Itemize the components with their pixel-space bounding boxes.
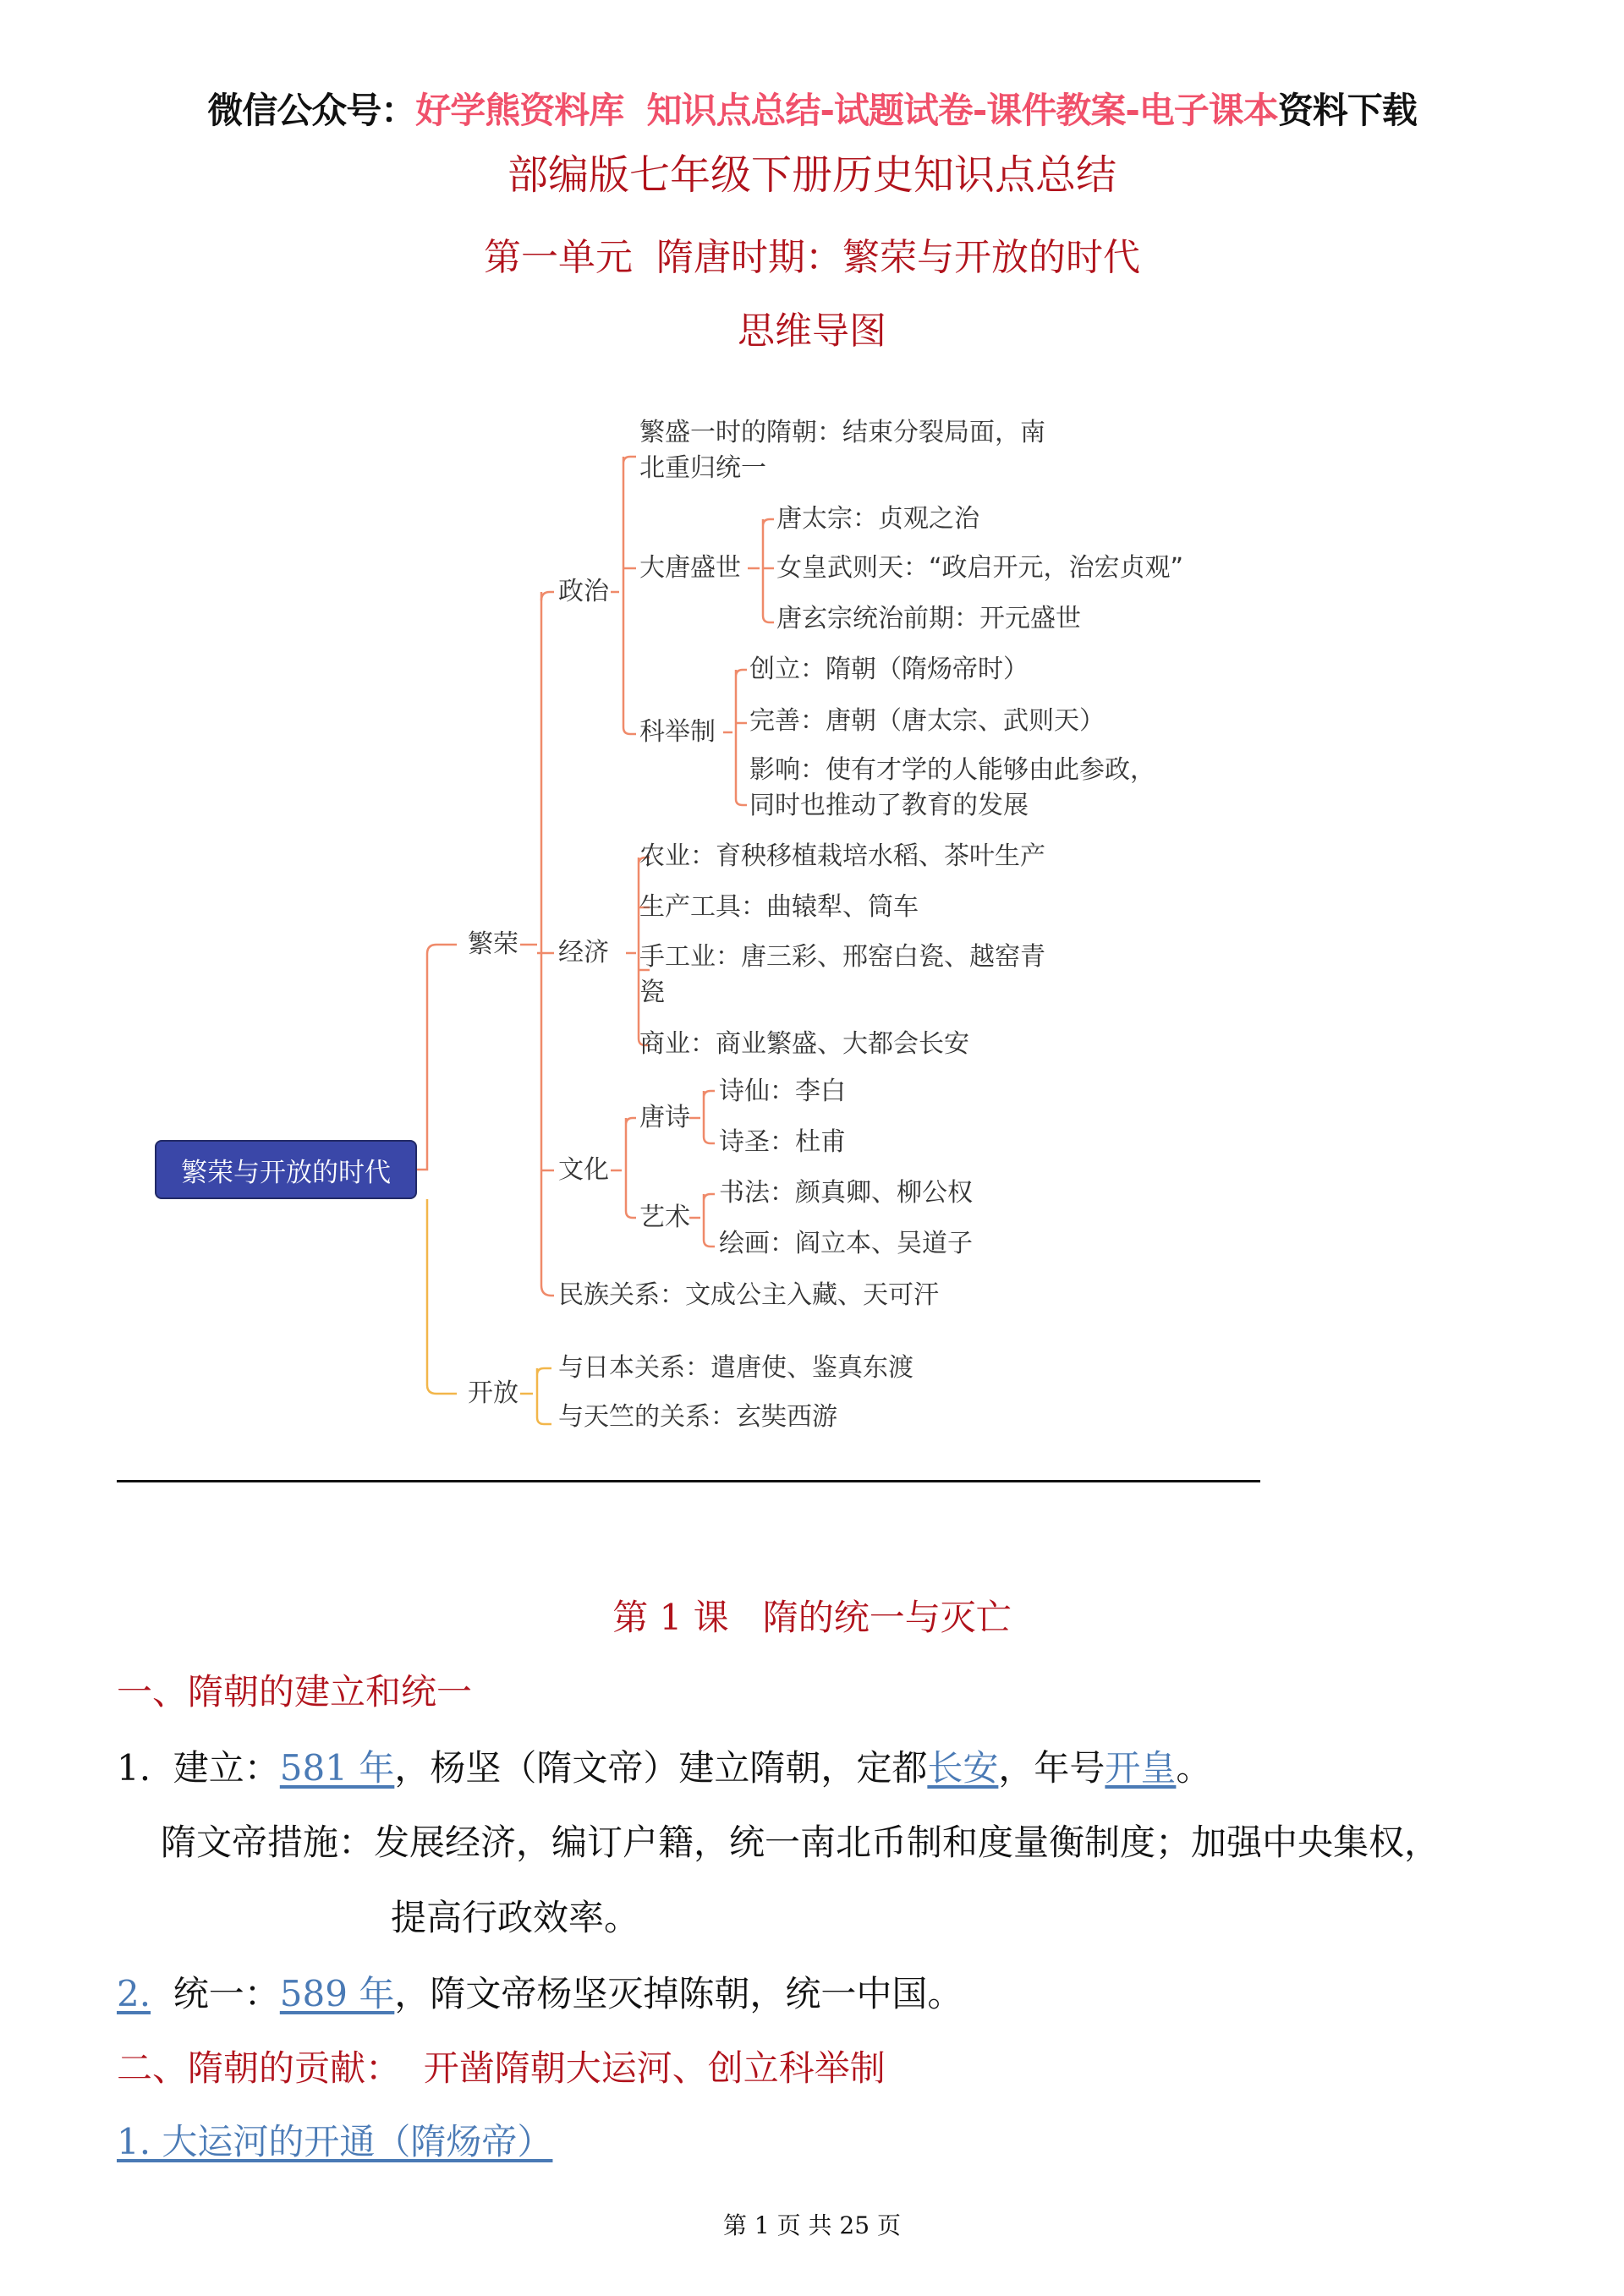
section-heading: 二、隋朝的贡献： 开凿隋朝大运河、创立科举制: [117, 2047, 886, 2089]
page-footer: 第 1 页 共 25 页: [723, 2211, 901, 2239]
section-divider: [117, 1480, 1260, 1482]
capital-link[interactable]: 长安: [927, 1747, 999, 1789]
banner-prefix: 微信公众号：: [207, 90, 416, 131]
section-heading: 一、隋朝的建立和统一: [117, 1671, 473, 1712]
node-openness-item: 与日本关系：遣唐使、鉴真东渡: [558, 1353, 914, 1383]
item-label: 统一：: [173, 1973, 280, 2014]
node-tang-item: 女皇武则天：“政启开元，治宏贞观”: [776, 553, 1184, 583]
unit-title: 第一单元 隋唐时期：繁荣与开放的时代: [484, 236, 1140, 279]
node-poetry-item: 诗仙：李白: [719, 1077, 846, 1106]
year-link[interactable]: 589 年: [279, 1973, 395, 2014]
node-imperial-exam: 科举制: [639, 717, 716, 747]
node-ethnic-relations: 民族关系：文成公主入藏、天可汗: [558, 1280, 939, 1310]
node-economy-item: 瓷: [639, 978, 665, 1007]
era-link[interactable]: 开皇: [1105, 1747, 1177, 1789]
text: ，年号: [998, 1747, 1106, 1789]
text: ，杨坚（隋文帝）建立隋朝，定都: [394, 1747, 928, 1789]
node-tang-prosperity: 大唐盛世: [639, 553, 741, 583]
measures-line1: 隋文帝措施：发展经济，编订户籍，统一南北币制和度量衡制度；加强中央集权，: [161, 1822, 1440, 1863]
node-tang-item: 唐玄宗统治前期：开元盛世: [776, 604, 1081, 633]
subsection-link[interactable]: 1. 大运河的开通（隋炀帝）: [117, 2121, 553, 2162]
node-culture: 文化: [558, 1155, 609, 1185]
node-economy: 经济: [558, 938, 609, 967]
node-exam-item: 影响：使有才学的人能够由此参政，: [749, 755, 1155, 785]
node-poetry-item: 诗圣：杜甫: [719, 1127, 846, 1157]
node-art-item: 书法：颜真卿、柳公权: [719, 1178, 973, 1208]
node-openness-item: 与天竺的关系：玄奘西游: [558, 1402, 837, 1432]
item-number-link[interactable]: 2.: [117, 1973, 151, 2014]
mindmap-heading: 思维导图: [738, 310, 886, 353]
node-prosperity: 繁荣: [468, 929, 518, 959]
lesson-title: 第 1 课 隋的统一与灭亡: [612, 1597, 1012, 1638]
text: ，隋文帝杨坚灭掉陈朝，统一中国。: [394, 1973, 963, 2014]
node-economy-item: 生产工具：曲辕犁、筒车: [639, 892, 919, 922]
node-economy-item: 商业：商业繁盛、大都会长安: [639, 1029, 969, 1059]
banner-categories: 知识点总结-试题试卷-课件教案-电子课本: [646, 90, 1278, 131]
node-openness: 开放: [468, 1378, 518, 1408]
node-economy-item: 手工业：唐三彩、邢窑白瓷、越窑青: [639, 942, 1045, 972]
item-label: 建立：: [173, 1747, 280, 1789]
text: 。: [1176, 1747, 1212, 1789]
node-art-item: 绘画：阎立本、吴道子: [719, 1229, 973, 1258]
paragraph-unification: [117, 1966, 963, 2017]
node-art: 艺术: [639, 1203, 690, 1232]
node-tang-item: 唐太宗：贞观之治: [776, 504, 979, 534]
document-title: 部编版七年级下册历史知识点总结: [507, 151, 1116, 199]
node-exam-item: 创立：隋朝（隋炀帝时）: [749, 655, 1029, 684]
node-sui-line2: 北重归统一: [639, 453, 766, 483]
node-exam-item: 同时也推动了教育的发展: [749, 791, 1029, 820]
node-politics: 政治: [558, 577, 609, 606]
node-sui-line1: 繁盛一时的隋朝：结束分裂局面，南: [639, 418, 1045, 447]
paragraph-founding: [117, 1740, 1211, 1791]
mindmap-root-node: 繁荣与开放的时代: [155, 1140, 417, 1199]
year-link[interactable]: 581 年: [279, 1747, 395, 1789]
node-tang-poetry: 唐诗: [639, 1103, 690, 1132]
node-exam-item: 完善：唐朝（唐太宗、武则天）: [749, 706, 1105, 736]
banner-brand: 好学熊资料库: [415, 90, 624, 131]
item-number: 1.: [117, 1747, 151, 1789]
banner-suffix: 资料下载: [1277, 90, 1417, 131]
measures-line2: 提高行政效率。: [391, 1897, 640, 1938]
node-economy-item: 农业：育秧移植栽培水稻、茶叶生产: [639, 841, 1045, 871]
